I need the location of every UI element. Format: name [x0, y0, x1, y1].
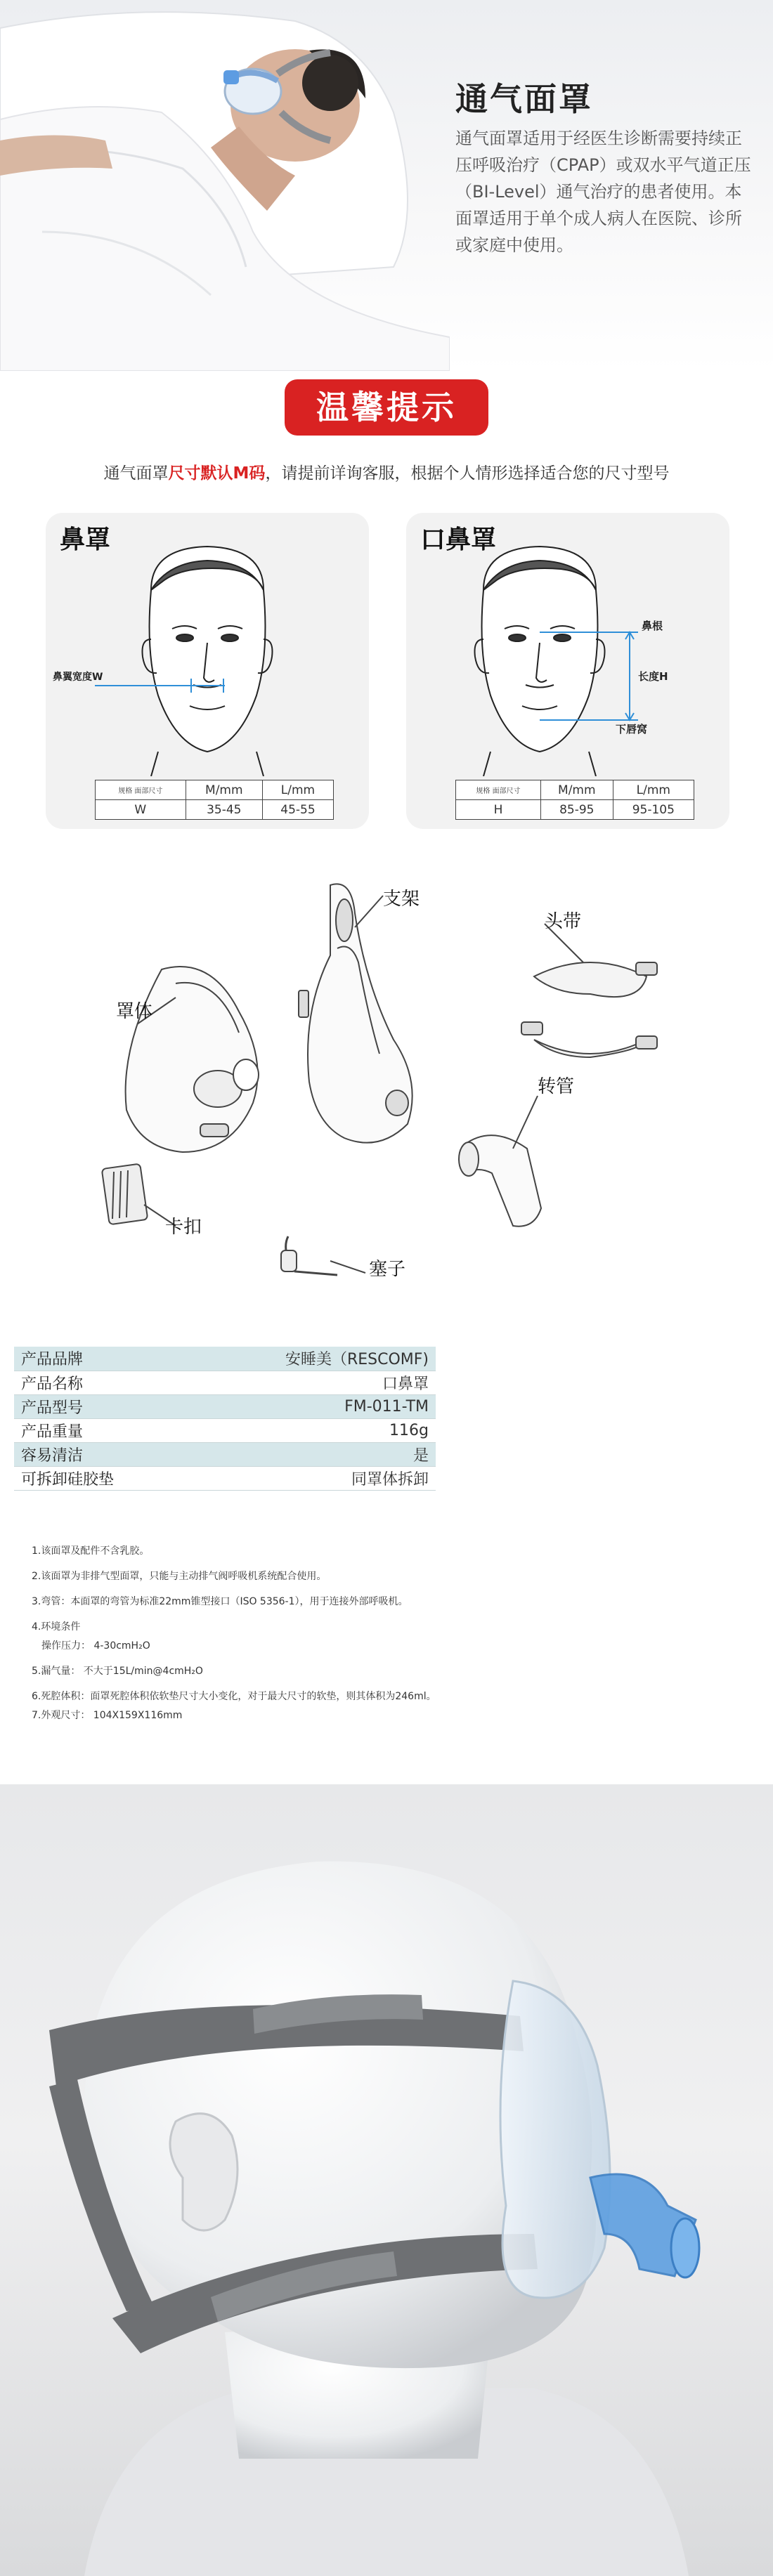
hero-section: [0, 0, 773, 371]
table-cell: 45-55: [262, 800, 333, 820]
note-item: 1.该面罩及配件不含乳胶。: [32, 1545, 150, 1557]
face-diagram: [46, 541, 369, 776]
label-clip: 卡扣: [165, 1217, 202, 1238]
label-elbow: 转管: [538, 1076, 575, 1097]
full-face-card-title: 口鼻罩: [420, 525, 497, 554]
tip-badge: 温馨提示: [285, 379, 488, 436]
hero-description: 通气面罩适用于经医生诊断需要持续正压呼吸治疗（CPAP）或双水平气道正压（BI-Level）通气治疗的患者使用。本面罩适用于单个成人病人在医院、诊所或家庭中使用。: [455, 129, 751, 255]
note-item: 7.外观尺寸： 104X159X116mm: [32, 1710, 183, 1721]
table-corner: [456, 780, 541, 800]
table-diag-bottom: 面部尺寸: [492, 787, 521, 795]
spec-value: 是: [197, 1442, 436, 1466]
hero-photo: [0, 0, 450, 371]
note-item: 2.该面罩为非排气型面罩，只能与主动排气阀呼吸机系统配合使用。: [32, 1571, 327, 1582]
table-row: [14, 1347, 436, 1371]
product-notes: [32, 1545, 734, 1735]
spec-key: 产品型号: [14, 1394, 197, 1418]
table-row: [14, 1394, 436, 1418]
note-item: 操作压力： 4-30cmH₂O: [41, 1640, 150, 1652]
spec-key: 容易清洁: [14, 1442, 197, 1466]
elbow-drawing: [459, 1135, 541, 1227]
table-cell: 85-95: [540, 800, 613, 820]
table-row-label: H: [456, 800, 541, 820]
spec-value: 安睡美（RESCOMF): [197, 1347, 436, 1371]
spec-value: FM-011-TM: [197, 1394, 436, 1418]
note-item: 3.弯管：本面罩的弯管为标准22mm锥型接口（ISO 5356-1），用于连接外部呼吸机。: [32, 1596, 408, 1607]
spec-key: 产品重量: [14, 1418, 197, 1442]
label-headgear: 头带: [545, 911, 582, 932]
tip-text-highlight: 尺寸默认M码: [168, 464, 266, 483]
table-row: [14, 1442, 436, 1466]
note-item: 4.环境条件: [32, 1621, 81, 1633]
spec-key: 产品品牌: [14, 1347, 197, 1371]
tip-text-before: 通气面罩: [103, 464, 169, 483]
table-cell: 95-105: [613, 800, 694, 820]
frame-drawing: [299, 884, 413, 1142]
mannequin-illustration: [0, 1784, 773, 2576]
spec-key: 可拆卸硅胶垫: [14, 1466, 197, 1490]
table-diag-top: 规格: [118, 787, 133, 795]
label-mask-body: 罩体: [116, 1001, 153, 1022]
nasal-mask-card: [46, 513, 369, 829]
table-header: L/mm: [613, 780, 694, 800]
headgear-drawing: [521, 962, 657, 1057]
label-frame: 支架: [383, 889, 420, 910]
nasal-width-label: 鼻翼宽度W: [53, 672, 103, 683]
tip-text-after: ，请提前详询客服，根据个人情形选择适合您的尺寸型号: [265, 464, 670, 483]
nasal-size-table: [95, 780, 334, 820]
note-item: 5.漏气量： 不大于15L/min@4cmH₂O: [32, 1666, 203, 1677]
table-header: M/mm: [186, 780, 262, 800]
spec-value: 116g: [197, 1418, 436, 1442]
spec-key: 产品名称: [14, 1371, 197, 1394]
table-header: M/mm: [540, 780, 613, 800]
table-cell: 35-45: [186, 800, 262, 820]
nasion-label: 鼻根: [642, 620, 663, 632]
product-photo: [0, 1784, 773, 2576]
parts-diagram: [0, 871, 773, 1321]
mask-body-drawing: [126, 967, 259, 1152]
lower-lip-label: 下唇窝: [616, 723, 648, 735]
table-header: L/mm: [262, 780, 333, 800]
table-row: [14, 1418, 436, 1442]
table-row: [14, 1371, 436, 1394]
label-plug: 塞子: [369, 1259, 406, 1280]
table-corner: [96, 780, 186, 800]
spec-value: 口鼻罩: [197, 1371, 436, 1394]
spec-value: 同罩体拆卸: [197, 1466, 436, 1490]
plug-drawing: [281, 1236, 337, 1275]
tip-text: [0, 460, 773, 483]
table-row: [14, 1466, 436, 1490]
table-diag-top: 规格: [476, 787, 491, 795]
nasal-card-title: 鼻罩: [60, 525, 111, 554]
full-face-size-table: [455, 780, 694, 820]
spec-table: [14, 1347, 436, 1491]
note-item: 6.死腔体积：面罩死腔体积依软垫尺寸大小变化，对于最大尺寸的软垫，则其体积为246ml。: [32, 1691, 436, 1702]
table-row-label: W: [96, 800, 186, 820]
table-diag-bottom: 面部尺寸: [134, 787, 163, 795]
full-face-mask-card: [406, 513, 729, 829]
length-label: 长度H: [638, 670, 668, 683]
hero-title: 通气面罩: [455, 80, 593, 118]
face-diagram: [406, 541, 729, 776]
clip-drawing: [102, 1163, 148, 1224]
